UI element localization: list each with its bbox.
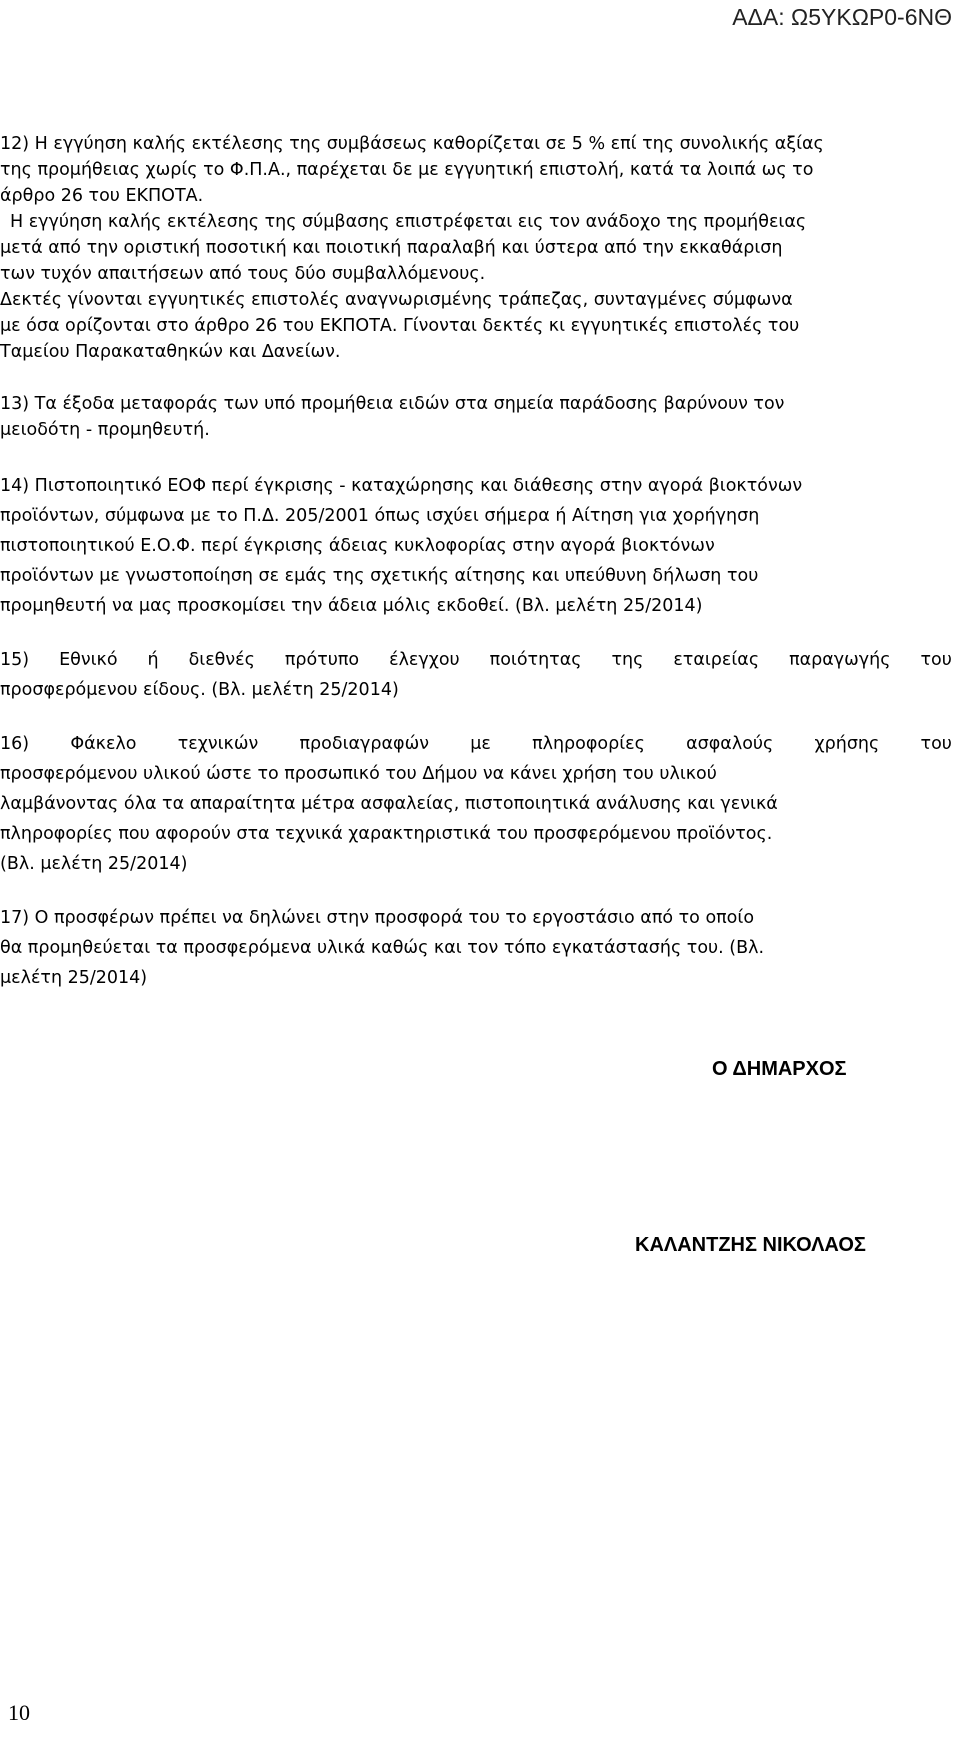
p13-line-1: 13) Τα έξοδα μεταφοράς των υπό προμήθεια ειδών στα σημεία παράδοσης βαρύνουν τον (0, 394, 785, 414)
p16-word: προδιαγραφών (299, 734, 430, 754)
p15-word: ποιότητας (489, 650, 582, 670)
p15-word: ή (147, 650, 159, 670)
p15-word: της (611, 650, 644, 670)
p16-word: πληροφορίες (532, 734, 645, 754)
p15-word: παραγωγής (789, 650, 891, 670)
p12-line-2: της προμήθειας χωρίς το Φ.Π.Α., παρέχεται δε με εγγυητική επιστολή, κατά τα λοιπά ως το (0, 160, 814, 180)
p15-word: Εθνικό (59, 650, 118, 670)
p16-line-1 (0, 732, 952, 757)
p12-line-8: με όσα ορίζονται στο άρθρο 26 του ΕΚΠΟΤΑ. Γίνονται δεκτές κι εγγυητικές επιστολές του (0, 316, 800, 336)
p15-word: πρότυπο (284, 650, 360, 670)
p14-line-2: προϊόντων, σύμφωνα με το Π.Δ. 205/2001 όπως ισχύει σήμερα ή Αίτηση για χορήγηση (0, 506, 760, 526)
p12-line-9: Ταμείου Παρακαταθηκών και Δανείων. (0, 342, 341, 362)
p16-word: χρήσης (814, 734, 880, 754)
p12-line-3: άρθρο 26 του ΕΚΠΟΤΑ. (0, 186, 204, 206)
p15-line-2: προσφερόμενου είδους. (Βλ. μελέτη 25/2014) (0, 680, 399, 700)
p15-word: 15) (0, 650, 30, 670)
p12-line-5: μετά από την οριστική ποσοτική και ποιοτική παραλαβή και ύστερα από την εκκαθάριση (0, 238, 783, 258)
p15-word: διεθνές (188, 650, 255, 670)
p12-line-4: Η εγγύηση καλής εκτέλεσης της σύμβασης επιστρέφεται εις τον ανάδοχο της προμήθειας (10, 212, 807, 232)
ada-code: ΑΔΑ: Ω5ΥΚΩΡ0-6ΝΘ (732, 4, 952, 30)
signature-title: Ο ΔΗΜΑΡΧΟΣ (712, 1058, 847, 1080)
p12-line-6: των τυχόν απαιτήσεων από τους δύο συμβαλλόμενους. (0, 264, 486, 284)
p12-line-7: Δεκτές γίνονται εγγυητικές επιστολές αναγνωρισμένης τράπεζας, συνταγμένες σύμφωνα (0, 290, 793, 310)
p14-line-3: πιστοποιητικού Ε.Ο.Φ. περί έγκρισης άδειας κυκλοφορίας στην αγορά βιοκτόνων (0, 536, 715, 556)
p14-line-5: προμηθευτή να μας προσκομίσει την άδεια μόλις εκδοθεί. (Βλ. μελέτη 25/2014) (0, 596, 703, 616)
p15-word: έλεγχου (389, 650, 460, 670)
p14-line-1: 14) Πιστοποιητικό ΕΟΦ περί έγκρισης - καταχώρησης και διάθεσης στην αγορά βιοκτόνων (0, 476, 803, 496)
signature-name: ΚΑΛΑΝΤΖΗΣ ΝΙΚΟΛΑΟΣ (635, 1234, 866, 1256)
p17-line-2: θα προμηθεύεται τα προσφερόμενα υλικά καθώς και τον τόπο εγκατάστασής του. (Βλ. (0, 938, 765, 958)
p15-word: εταιρείας (673, 650, 760, 670)
p17-line-1: 17) Ο προσφέρων πρέπει να δηλώνει στην προσφορά του το εργοστάσιο από το οποίο (0, 908, 755, 928)
page-number: 10 (8, 1700, 30, 1725)
p16-line-2: προσφερόμενου υλικού ώστε το προσωπικό του Δήμου να κάνει χρήση του υλικού (0, 764, 717, 784)
p16-word: ασφαλούς (686, 734, 774, 754)
p17-line-3: μελέτη 25/2014) (0, 968, 148, 988)
p16-word: με (470, 734, 491, 754)
p16-line-4: πληροφορίες που αφορούν στα τεχνικά χαρακτηριστικά του προσφερόμενου προϊόντος. (0, 824, 773, 844)
p14-line-4: προϊόντων με γνωστοποίηση σε εμάς της σχετικής αίτησης και υπεύθυνη δήλωση του (0, 566, 759, 586)
p13-line-2: μειοδότη - προμηθευτή. (0, 420, 210, 440)
p16-word: τεχνικών (177, 734, 259, 754)
p16-line-5: (Βλ. μελέτη 25/2014) (0, 854, 188, 874)
p16-word: 16) (0, 734, 30, 754)
p16-word: του (920, 734, 952, 754)
p15-line-1 (0, 648, 952, 673)
p16-word: Φάκελο (70, 734, 137, 754)
p15-word: του (920, 650, 952, 670)
p16-line-3: λαμβάνοντας όλα τα απαραίτητα μέτρα ασφαλείας, πιστοποιητικά ανάλυσης και γενικά (0, 794, 778, 814)
p12-line-1: 12) Η εγγύηση καλής εκτέλεσης της συμβάσεως καθορίζεται σε 5 % επί της συνολικής αξίας (0, 134, 824, 154)
